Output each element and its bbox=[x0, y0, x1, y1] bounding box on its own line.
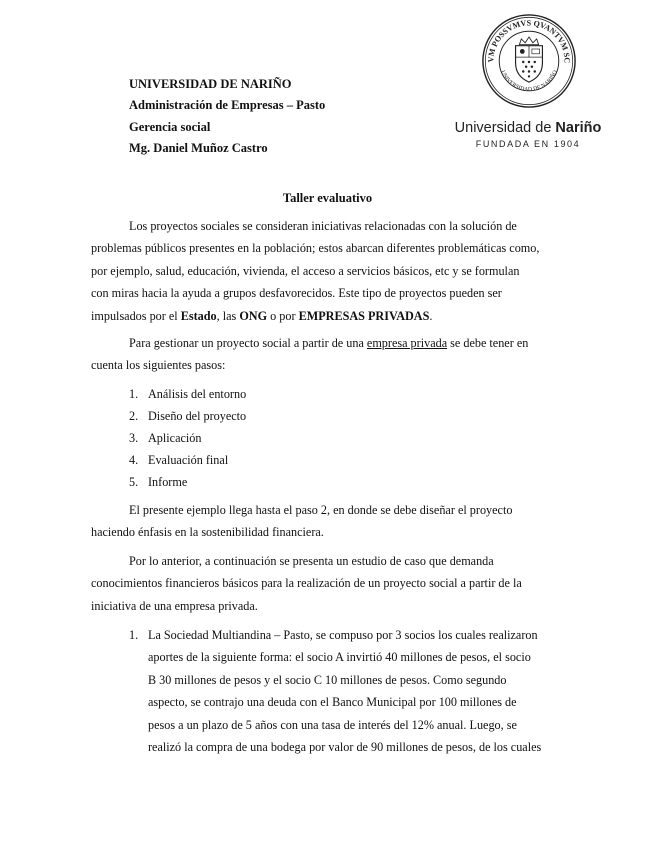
list-number: 4. bbox=[129, 453, 139, 467]
text-line: cuenta los siguientes pasos: bbox=[91, 358, 226, 373]
course-name: Gerencia social bbox=[129, 119, 211, 134]
list-text: Aplicación bbox=[148, 431, 202, 445]
list-number: 2. bbox=[129, 409, 139, 423]
text-line: aspecto, se contrajo una deuda con el Banco Municipal por 100 millones de bbox=[148, 695, 517, 710]
university-name: UNIVERSIDAD DE NARIÑO bbox=[129, 77, 292, 91]
paragraph-scope bbox=[91, 499, 581, 544]
professor-name: Mg. Daniel Muñoz Castro bbox=[129, 140, 268, 155]
text-line: Los proyectos sociales se consideran iniciativas relacionadas con la solución de bbox=[129, 219, 517, 233]
text-line: realizó la compra de una bodega por valor de 90 millones de pesos, de los cuales bbox=[148, 740, 542, 755]
list-text: Evaluación final bbox=[148, 453, 229, 467]
case-number: 1. bbox=[129, 628, 139, 642]
list-text: Diseño del proyecto bbox=[148, 409, 247, 423]
text-line: La Sociedad Multiandina – Pasto, se compuso por 3 socios los cuales realizaron bbox=[148, 628, 538, 642]
text-line: conocimientos financieros básicos para la realización de un proyecto social a partir de la bbox=[91, 576, 522, 591]
list-item bbox=[129, 471, 246, 493]
university-seal-icon bbox=[481, 13, 577, 109]
text-span: o por bbox=[267, 308, 299, 323]
text-span: impulsados por el bbox=[91, 308, 181, 323]
logo-founded-text: FUNDADA EN 1904 bbox=[475, 139, 581, 149]
text-line: pesos a un plazo de 5 años con una tasa de interés del 12% anual. Luego, se bbox=[148, 717, 517, 732]
list-text: Análisis del entorno bbox=[148, 387, 247, 401]
university-logo bbox=[452, 13, 602, 153]
list-number: 1. bbox=[129, 387, 139, 401]
program-name: Administración de Empresas – Pasto bbox=[129, 98, 326, 113]
logo-wordmark-bold: Nariño bbox=[555, 120, 602, 136]
paragraph-case-intro bbox=[91, 550, 581, 617]
text-span: se debe tener en bbox=[447, 336, 529, 350]
case-study-item bbox=[129, 624, 541, 758]
text-span: , las bbox=[216, 308, 240, 323]
list-number: 3. bbox=[129, 431, 139, 445]
list-item bbox=[129, 405, 246, 427]
text-line: iniciativa de una empresa privada. bbox=[91, 598, 258, 613]
list-item bbox=[129, 427, 246, 449]
text-line: con miras hacia la ayuda a grupos desfavorecidos. Este tipo de proyectos pueden ser bbox=[91, 286, 502, 301]
paragraph-intro bbox=[91, 215, 581, 327]
text-line: problemas públicos presentes en la población; estos abarcan diferentes problemáticas como, bbox=[91, 241, 540, 256]
list-item bbox=[129, 449, 246, 471]
text-line bbox=[91, 332, 581, 354]
text-span: Para gestionar un proyecto social a partir de una bbox=[129, 336, 367, 350]
bold-term-estado: Estado bbox=[180, 308, 217, 323]
logo-wordmark-prefix: Universidad de bbox=[454, 120, 556, 136]
list-number: 5. bbox=[129, 475, 139, 489]
text-line: Por lo anterior, a continuación se presenta un estudio de caso que demanda bbox=[129, 554, 494, 568]
underlined-term-empresa-privada: empresa privada bbox=[366, 336, 448, 350]
text-line: haciendo énfasis en la sostenibilidad financiera. bbox=[91, 525, 324, 540]
paragraph-steps-intro bbox=[91, 332, 581, 377]
document-title: Taller evaluativo bbox=[282, 191, 373, 205]
text-span: . bbox=[429, 308, 433, 323]
bold-term-empresas-privadas: EMPRESAS PRIVADAS bbox=[298, 308, 430, 323]
svg-text:UNIVERSIDAD DE NARIÑO: UNIVERSIDAD DE NARIÑO bbox=[499, 69, 559, 93]
bold-term-ong: ONG bbox=[239, 308, 268, 323]
document-header bbox=[129, 74, 325, 159]
list-item bbox=[129, 383, 246, 405]
text-line: B 30 millones de pesos y el socio C 10 millones de pesos. Como segundo bbox=[148, 672, 507, 687]
steps-list bbox=[129, 383, 246, 493]
svg-text:TANTVM POSSVMVS QVANTVM SCIMVS: VM POSSVMVS QVANTVM SC bbox=[486, 18, 572, 64]
text-line bbox=[91, 305, 581, 327]
logo-wordmark bbox=[452, 120, 604, 136]
text-line: por ejemplo, salud, educación, vivienda, el acceso a servicios básicos, etc y se formulan bbox=[91, 263, 520, 278]
text-line: aportes de la siguiente forma: el socio A invirtió 40 millones de pesos, el socio bbox=[148, 650, 531, 665]
text-line: El presente ejemplo llega hasta el paso 2, en donde se debe diseñar el proyecto bbox=[129, 503, 513, 517]
list-text: Informe bbox=[148, 475, 188, 489]
